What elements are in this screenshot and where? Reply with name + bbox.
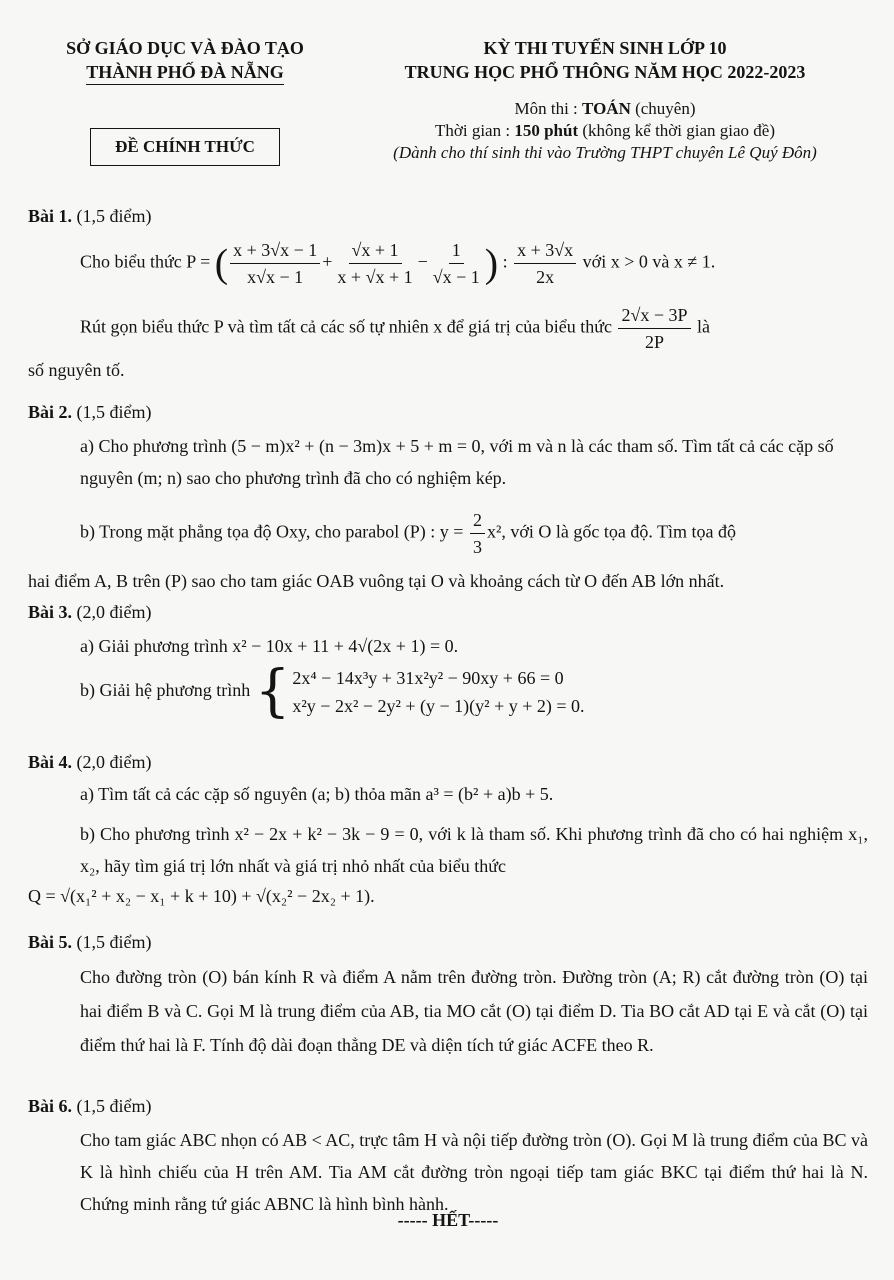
equation-2: x²y − 2x² − 2y² + (y − 1)(y² + y + 2) = 0. xyxy=(292,696,585,716)
header-right xyxy=(340,36,870,84)
exam-subtitle: TRUNG HỌC PHỔ THÔNG NĂM HỌC 2022-2023 xyxy=(404,62,806,82)
equation-1: 2x⁴ − 14x³y + 31x²y² − 90xy + 66 = 0 xyxy=(292,668,564,688)
exam-title: KỲ THI TUYỂN SINH LỚP 10 xyxy=(483,38,727,58)
problem-title: Bài 1. xyxy=(28,206,73,226)
intro-text: Cho biểu thức xyxy=(80,251,182,272)
part-b-post: x², với O là gốc tọa độ. Tìm tọa độ xyxy=(486,521,736,542)
denominator: x√x − 1 xyxy=(247,267,304,287)
numerator: 2√x − 3P xyxy=(618,303,690,329)
problem-6 xyxy=(28,1094,868,1220)
task-text: Rút gọn biểu thức P và tìm tất cả các số tự nhiên x để giá trị của biểu thức xyxy=(80,316,612,337)
fraction xyxy=(618,303,690,354)
problem-3 xyxy=(28,600,868,724)
header-left xyxy=(40,36,330,85)
problem-5 xyxy=(28,930,868,1062)
problem-points: (1,5 điểm) xyxy=(72,932,152,952)
problem-text: Cho đường tròn (O) bán kính R và điểm A nằm trên đường tròn. Đường tròn (A; R) cắt đường tròn (O) tại hai điểm B và C. Gọi M là trung điểm của AB, tia MO cắt (O) tại điểm D. Tia BO cắt AD tại E và cắt (O) tại điểm thứ hai là F. Tính độ dài đoạn thẳng DE và diện tích tứ giác ACFE theo R. xyxy=(80,967,868,1055)
problem-points: (1,5 điểm) xyxy=(72,206,152,226)
subject-note: (chuyên) xyxy=(630,99,696,118)
fraction xyxy=(470,508,485,559)
numerator: 2 xyxy=(470,508,485,534)
official-badge: ĐỀ CHÍNH THỨC xyxy=(90,128,280,166)
part-b-label: b) Giải hệ phương trình xyxy=(80,680,251,701)
denominator: 2x xyxy=(536,267,555,287)
part-a: a) Giải phương trình x² − 10x + 11 + 4√(2x + 1) = 0. xyxy=(80,636,459,656)
right-paren: ) xyxy=(484,240,499,286)
problem-title: Bài 3. xyxy=(28,602,73,622)
brace-icon: { xyxy=(254,659,291,724)
problem-text: Cho tam giác ABC nhọn có AB < AC, trực tâm H và nội tiếp đường tròn (O). Gọi M là trung điểm của BC và K là hình chiếu của H trên AM. Tia AM cắt đường tròn ngoại tiếp tam giác BKC tại điểm thứ hai là N. Chứng minh rằng tứ giác ABNC là hình bình hành. xyxy=(80,1130,868,1214)
problem-points: (1,5 điểm) xyxy=(72,402,152,422)
part-b-line2: hai điểm A, B trên (P) sao cho tam giác OAB vuông tại O và khoảng cách từ O đến AB lớn nhất. xyxy=(28,571,725,591)
p-label: P = xyxy=(186,251,215,272)
numerator: x + 3√x xyxy=(514,238,576,264)
problem-4 xyxy=(28,750,868,908)
equation-system xyxy=(254,659,585,724)
fraction xyxy=(514,238,576,289)
problem-title: Bài 2. xyxy=(28,402,73,422)
part-b-pre: b) Trong mặt phẳng tọa độ Oxy, cho parabol (P) : y = xyxy=(80,521,464,542)
problem-points: (1,5 điểm) xyxy=(72,1096,152,1116)
part-b: b) Cho phương trình x² − 2x + k² − 3k − 9 = 0, với k là tham số. Khi phương trình đã cho có hai nghiệm x₁, x₂, hãy tìm giá trị lớn nhất và giá trị nhỏ nhất của biểu thức xyxy=(80,824,868,876)
condition-text: với x > 0 và x ≠ 1. xyxy=(582,251,716,272)
denominator: 3 xyxy=(472,537,482,557)
problem-points: (2,0 điểm) xyxy=(72,752,152,772)
numerator: x + 3√x − 1 xyxy=(230,238,320,264)
task-end: là xyxy=(697,316,711,337)
problem-1: Bài 1. (1,5 điểm) Cho biểu thức P = ( $\frac{x + 3√x - 1}{x√x - 1}$ + $\frac{√x + 1}{x + √x + 1}$ − $\frac{1}{√x - 1}$ ) : $\frac{x + 3√x}{2x}$ với x > 0 và x ≠ 1. Rút gọn biểu thức P và tìm tất cả các số tự nhiên x để giá trị của biểu thức $\frac{2√x - 3P}{2P}$ là số nguyên tố. xyxy=(28,204,868,382)
denominator: √x − 1 xyxy=(432,267,480,287)
subject-name: TOÁN xyxy=(582,99,631,118)
q-expression: Q = √(x₁² + x₂ − x₁ + k + 10) + √(x₂² − 2x₂ + 1). xyxy=(28,886,375,906)
time-label: Thời gian : xyxy=(434,121,515,140)
numerator: 1 xyxy=(449,238,464,264)
city-name: THÀNH PHỐ ĐÀ NẴNG xyxy=(86,60,284,85)
denominator: 2P xyxy=(644,332,664,352)
fraction xyxy=(230,238,320,289)
end-marker: ----- HẾT----- xyxy=(397,1210,499,1230)
problem-title: Bài 5. xyxy=(28,932,73,952)
left-paren: ( xyxy=(214,240,229,286)
fraction xyxy=(430,238,483,289)
problem-points: (2,0 điểm) xyxy=(72,602,152,622)
problem-title: Bài 4. xyxy=(28,752,73,772)
problem-2 xyxy=(28,400,868,593)
time-note: (không kể thời gian giao đề) xyxy=(578,121,775,140)
exam-info xyxy=(340,98,870,164)
subject-label: Môn thi : xyxy=(514,99,583,118)
denominator: x + √x + 1 xyxy=(337,267,413,287)
problem-title: Bài 6. xyxy=(28,1096,73,1116)
numerator: √x + 1 xyxy=(349,238,402,264)
time-value: 150 phút xyxy=(514,121,579,140)
fraction xyxy=(334,238,415,289)
department-name: SỞ GIÁO DỤC VÀ ĐÀO TẠO xyxy=(66,38,304,58)
task-tail: số nguyên tố. xyxy=(28,360,125,380)
part-a: a) Tìm tất cả các cặp số nguyên (a; b) thỏa mãn a³ = (b² + a)b + 5. xyxy=(80,784,554,804)
audience-note: (Dành cho thí sinh thi vào Trường THPT chuyên Lê Quý Đôn) xyxy=(393,143,817,162)
part-a: a) Cho phương trình (5 − m)x² + (n − 3m)x + 5 + m = 0, với m và n là các tham số. Tìm tất cả các cặp số nguyên (m; n) sao cho phương trình đã cho có nghiệm kép. xyxy=(80,436,834,488)
